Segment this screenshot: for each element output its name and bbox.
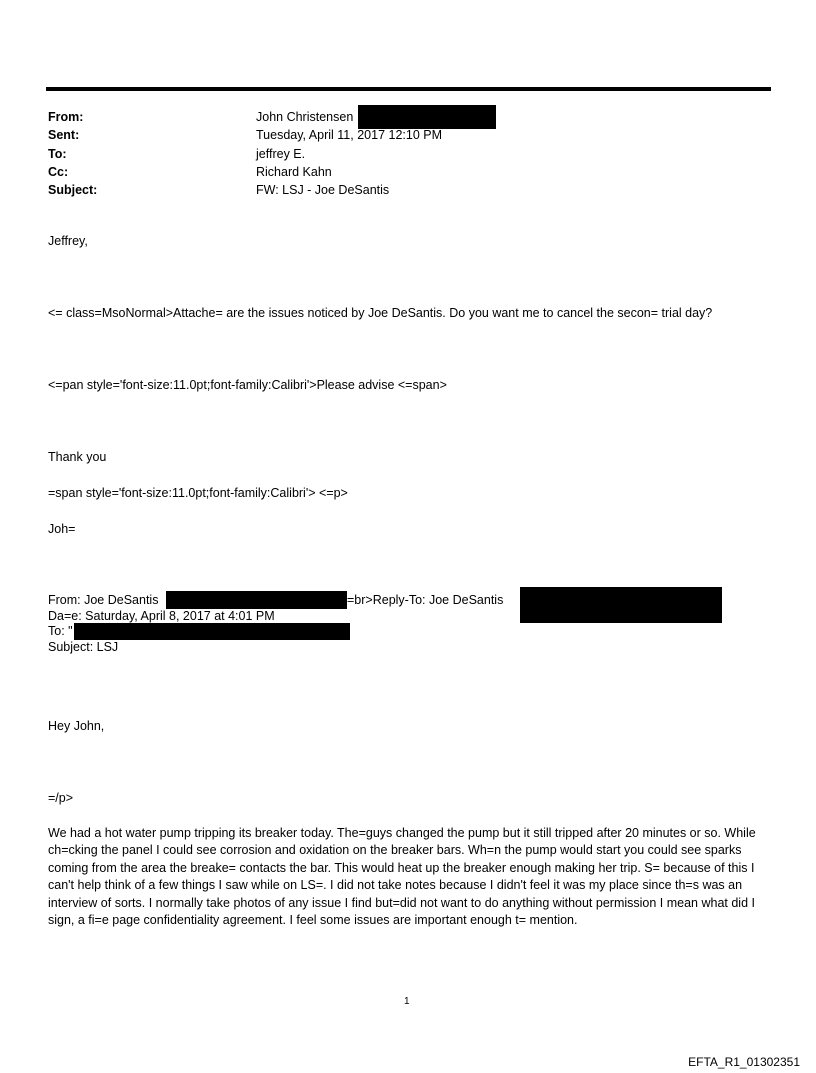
email-header (48, 108, 496, 199)
redaction-box (520, 587, 722, 623)
forwarded-from: From: Joe DeSantis (48, 593, 159, 607)
p-tag-line: =/p> (48, 791, 74, 805)
cc-row (48, 163, 496, 181)
cc-value: Richard Kahn (256, 164, 332, 179)
sent-row (48, 126, 496, 144)
sent-label: Sent: (48, 128, 80, 143)
to-label: To: (48, 146, 67, 161)
from-value: John Christensen (256, 110, 354, 124)
cc-label: Cc: (48, 164, 69, 179)
forwarded-to: To: " (48, 624, 73, 638)
signoff: Joh= (48, 522, 76, 536)
forwarded-to-row (48, 624, 275, 640)
greeting: Jeffrey, (48, 234, 88, 248)
page-number: 1 (404, 996, 410, 1007)
from-row (48, 108, 496, 126)
header-rule (46, 87, 771, 91)
forwarded-greeting: Hey John, (48, 719, 105, 733)
subject-label: Subject: (48, 183, 98, 198)
forwarded-reply-to: =br>Reply-To: Joe DeSantis (347, 593, 504, 607)
subject-value: FW: LSJ - Joe DeSantis (256, 183, 390, 198)
message-line-2: <=pan style='font-size:11.0pt;font-family:Calibri'>Please advise <=span> (48, 378, 447, 392)
forwarded-date: Da=e: Saturday, April 8, 2017 at 4:01 PM (48, 608, 275, 623)
to-row (48, 145, 496, 163)
subject-row (48, 181, 496, 199)
sent-value: Tuesday, April 11, 2017 12:10 PM (256, 128, 442, 143)
redaction-box (74, 623, 350, 640)
message-line-3: =span style='font-size:11.0pt;font-family:Calibri'> <=p> (48, 486, 348, 500)
forwarded-body: We had a hot water pump tripping its breaker today. The=guys changed the pump but it still tripped after 20 minutes or so. While ch=cking the panel I could see corrosion and oxidation on the breaker bars. Wh=n the pump would start you could see sparks coming from the area the breake= contacts the bar. This would heat up the breaker enough making her trip. S= because of this I can't help think of a few things I saw while on LS=. I did not take notes because I didn't feel it was my place since th=s was an interview of sorts. I normally take photos of any issue I find but=did not want to do anything without permission I mean what did I sign, a fi=e page confidentiality agreement. I feel some issues are important enough t= mention. (48, 826, 756, 928)
forwarded-subject: Subject: LSJ (48, 639, 119, 654)
thanks-line: Thank you (48, 450, 107, 464)
from-label: From: (48, 110, 84, 124)
redaction-box (166, 591, 347, 609)
document-id: EFTA_R1_01302351 (688, 1055, 800, 1069)
forwarded-header (48, 593, 504, 655)
forwarded-from-row (48, 593, 504, 609)
to-value: jeffrey E. (256, 146, 306, 161)
message-line-1: <= class=MsoNormal>Attache= are the issues noticed by Joe DeSantis. Do you want me to cancel the secon= trial day? (48, 306, 713, 320)
